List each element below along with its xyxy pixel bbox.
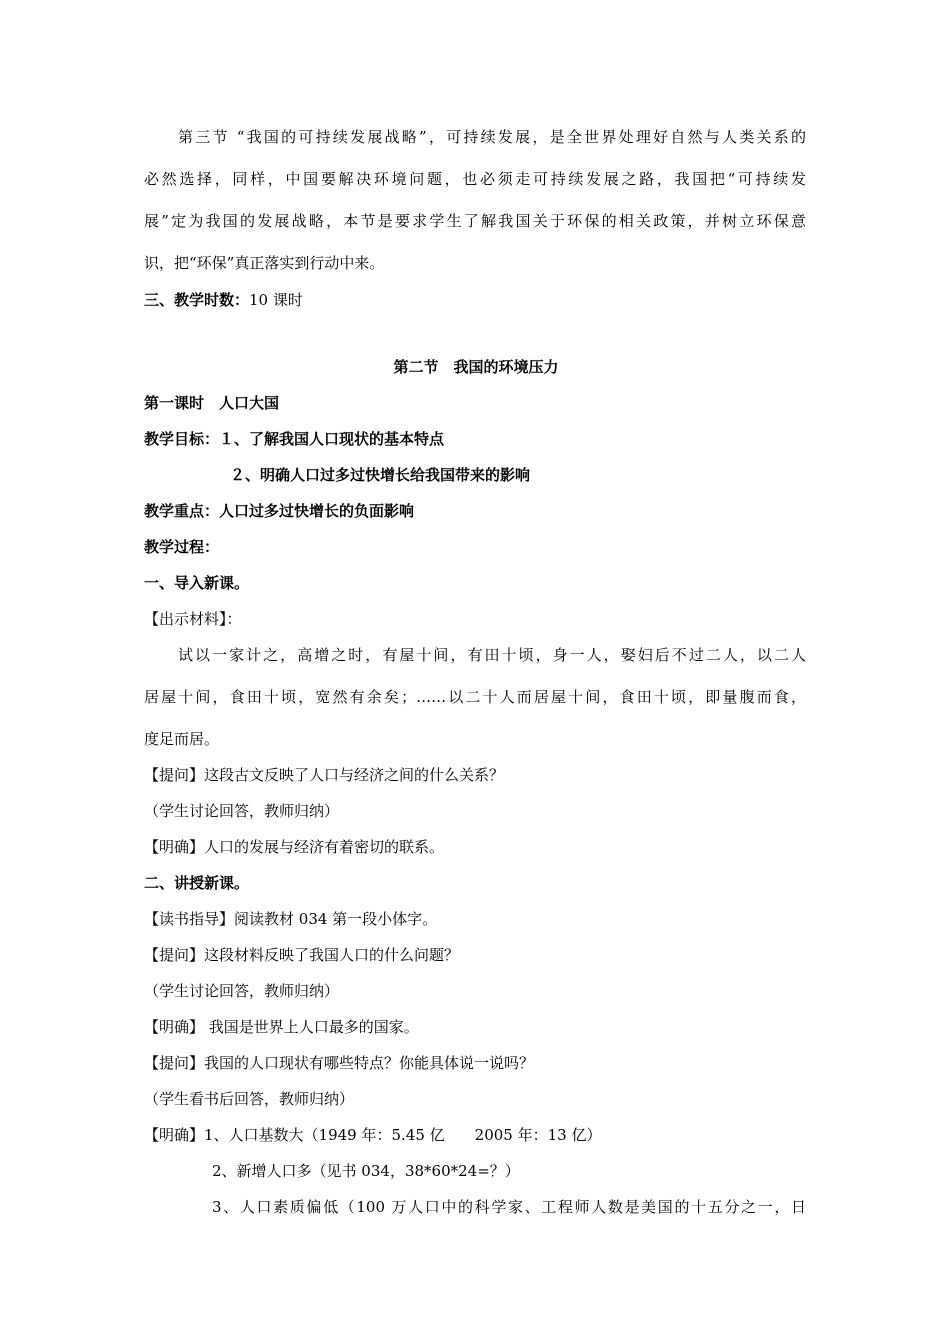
teaching-goal-1: １、了解我国人口现状的基本特点 bbox=[219, 430, 445, 448]
teaching-goal-2: ２、明确人口过多过快增长给我国带来的影响 bbox=[230, 466, 531, 484]
intro-line-4: 识，把“环保”真正落实到行动中来。 bbox=[144, 254, 385, 272]
reading-guide: 【读书指导】阅读教材 034 第一段小体字。 bbox=[144, 910, 438, 928]
question-2: 【提问】这段材料反映了我国人口的什么问题？ bbox=[144, 946, 460, 964]
process-heading: 教学过程： bbox=[144, 538, 220, 556]
teaching-goals bbox=[144, 429, 814, 449]
teaching-hours-value: 10 课时 bbox=[249, 291, 303, 309]
question-1: 【提问】这段古文反映了人口与经济之间的什么关系？ bbox=[144, 766, 505, 784]
answer-2: 【明确】 我国是世界上人口最多的国家。 bbox=[144, 1018, 419, 1036]
intro-line-1: 第三节 “我国的可持续发展战略”，可持续发展，是全世界处理好自然与人类关系的 bbox=[178, 128, 806, 146]
teaching-hours-label: 三、教学时数： bbox=[144, 291, 250, 309]
note-3: （学生看书后回答，教师归纳） bbox=[144, 1090, 355, 1108]
step-2-heading: 二、讲授新课。 bbox=[144, 874, 250, 892]
answer-3-line-1: 【明确】1、人口基数大（1949 年：5.45 亿 2005 年：13 亿） bbox=[144, 1126, 602, 1144]
material-label: 【出示材料】： bbox=[144, 610, 242, 628]
answer-3-line-2: 2、新增人口多（见书 034，38*60*24=？） bbox=[212, 1162, 520, 1180]
lesson-title: 第一课时 人口大国 bbox=[144, 394, 280, 412]
material-line-3: 度足而居。 bbox=[144, 730, 220, 748]
teaching-hours bbox=[144, 290, 814, 310]
step-1-heading: 一、导入新课。 bbox=[144, 574, 250, 592]
note-2: （学生讨论回答，教师归纳） bbox=[144, 982, 340, 1000]
teaching-focus: 教学重点：人口过多过快增长的负面影响 bbox=[144, 502, 415, 520]
section-title: 第二节 我国的环境压力 bbox=[393, 358, 559, 376]
teaching-goals-label: 教学目标： bbox=[144, 430, 220, 448]
material-line-2: 居屋十间，食田十顷，宽然有余矣；……以二十人而居屋十间，食田十顷，即量腹而食， bbox=[144, 688, 806, 706]
answer-3-line-3: 3、人口素质偏低（100 万人口中的科学家、工程师人数是美国的十五分之一，日 bbox=[212, 1198, 806, 1216]
question-3: 【提问】我国的人口现状有哪些特点？你能具体说一说吗？ bbox=[144, 1054, 535, 1072]
intro-line-3: 展”定为我国的发展战略，本节是要求学生了解我国关于环保的相关政策，并树立环保意 bbox=[144, 212, 806, 230]
answer-1: 【明确】人口的发展与经济有着密切的联系。 bbox=[144, 838, 445, 856]
note-1: （学生讨论回答，教师归纳） bbox=[144, 802, 340, 820]
material-line-1: 试以一家计之，高增之时，有屋十间，有田十顷，身一人，娶妇后不过二人，以二人 bbox=[178, 646, 806, 664]
intro-line-2: 必然选择，同样，中国要解决环境问题，也必须走可持续发展之路，我国把“可持续发 bbox=[144, 170, 806, 188]
